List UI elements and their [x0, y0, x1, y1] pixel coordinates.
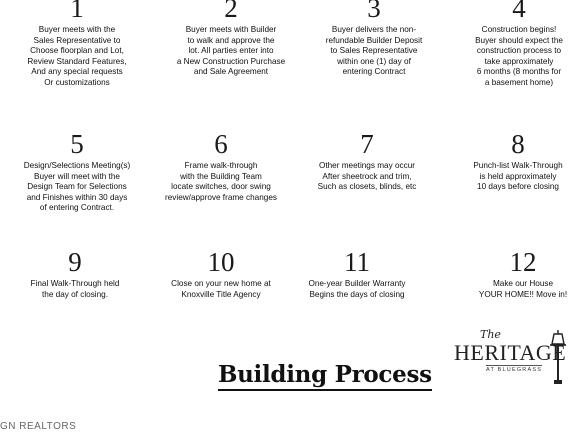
step-text: Buyer meets with Builder to walk and approve the lot. All parties enter into a New Construction Purchase and Sale Agreement [176, 25, 286, 77]
step-number: 4 [512, 0, 526, 23]
step-number: 7 [360, 129, 374, 159]
step-1 [2, 0, 152, 89]
step-text: Final Walk-Through held the day of closing. [30, 279, 120, 299]
step-2 [156, 0, 306, 78]
logo-wordmark: HERITAGE [454, 340, 567, 365]
footer-text: GN REALTORS [0, 421, 77, 432]
step-text: Buyer delivers the non- refundable Builder Deposit to Sales Representative within one (1) day of entering Contract [325, 25, 423, 77]
page-title: Building Process [218, 362, 432, 391]
heritage-logo [452, 328, 576, 388]
step-text: Close on your new home at Knoxville Title Agency [171, 279, 271, 299]
step-text: One-year Builder Warranty Begins the days of closing [308, 279, 406, 299]
step-12 [448, 248, 576, 300]
step-number: 2 [224, 0, 238, 23]
step-text: Punch-list Walk-Through is held approximately 10 days before closing [473, 161, 563, 192]
step-number: 9 [68, 247, 82, 277]
step-number: 5 [70, 129, 84, 159]
step-3 [299, 0, 449, 78]
step-4 [444, 0, 576, 89]
lamp-post-icon [548, 330, 568, 386]
step-number: 1 [70, 0, 84, 23]
step-text: Construction begins! Buyer should expect the construction process to take approximately 6 months (8 months for a basement home) [475, 25, 563, 87]
step-text: Design/Selections Meeting(s) Buyer will meet with the Design Team for Selections and Finishes within 30 days of entering Contract. [23, 161, 131, 213]
step-number: 8 [511, 129, 525, 159]
step-11 [282, 248, 432, 300]
step-6 [146, 130, 296, 203]
step-10 [146, 248, 296, 300]
step-number: 6 [214, 129, 228, 159]
step-text: Make our House YOUR HOME!! Move in! [478, 279, 568, 299]
step-5 [2, 130, 152, 214]
step-number: 12 [509, 247, 537, 277]
step-9 [0, 248, 150, 300]
step-text: Frame walk-through with the Building Team locate switches, door swing review/approve frame changes [165, 161, 277, 202]
step-number: 10 [207, 247, 235, 277]
logo-script: The [480, 328, 501, 341]
step-text: Buyer meets with the Sales Representative to Choose floorplan and Lot, Review Standard Features, And any special requests Or customizations [27, 25, 127, 87]
step-text: Other meetings may occur After sheetrock and trim, Such as closets, blinds, etc [317, 161, 417, 192]
step-number: 3 [367, 0, 381, 23]
step-7 [292, 130, 442, 193]
step-number: 11 [344, 247, 370, 277]
step-8 [443, 130, 576, 193]
logo-subtitle: AT BLUEGRASS [486, 367, 543, 373]
